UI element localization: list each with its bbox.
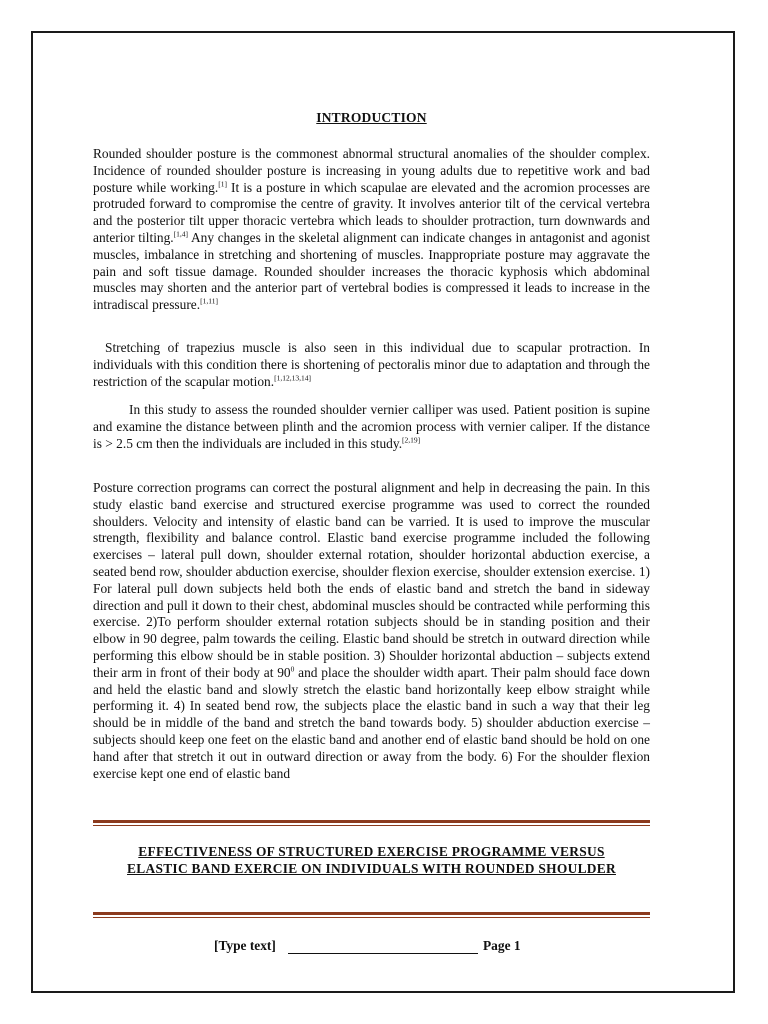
citation: [1,11] [200, 296, 218, 306]
paragraph-2: Stretching of trapezius muscle is also seen in this individual due to scapular protraction. In individuals with this condition there is shortening of pectoralis minor due to adaptation and through the restriction of the scapular motion.[1,12,13,14] [93, 340, 650, 389]
page-number: Page 1 [483, 938, 521, 953]
footer-underline [288, 953, 478, 954]
superscript-degree: 0 [290, 664, 295, 674]
rule-thin [93, 917, 650, 918]
rule-thick [93, 912, 650, 915]
citation: [1,12,13,14] [274, 373, 311, 383]
paragraph-3: In this study to assess the rounded shoulder vernier calliper was used. Patient position is supine and examine the distance between plinth and the acromion process with vernier caliper. If the distance is > 2.5 cm then the individuals are included in this study.[2,19] [93, 402, 650, 451]
citation: [2,19] [402, 435, 421, 445]
footer-title [93, 843, 650, 877]
footer-title-line-1: EFFECTIVENESS OF STRUCTURED EXERCISE PROGRAMME VERSUS [138, 844, 605, 859]
citation: [1,4] [173, 229, 189, 239]
paragraph-1: Rounded shoulder posture is the commonest abnormal structural anomalies of the shoulder complex. Incidence of rounded shoulder posture is increasing in young adults due to repetitive work and bad posture while working.[1] It is a posture in which scapulae are elevated and the acromion processes are protruded forward to compromise the centre of gravity. It involves anterior tilt of the cervical vertebra and the posterior tilt upper thoracic vertebra which leads to shoulder protraction, turn downwards and anterior tilting.[1,4] Any changes in the skeletal alignment can indicate changes in antagonist and agonist muscles, imbalance in stretching and shortening of muscles. Inappropriate posture may aggravate the pain and soft tissue damage. Rounded shoulder increases the thoracic kyphosis which abdominal muscles may shorten and the anterior part of vertebral bodies is compressed it leads to increase in the intradiscal pressure.[1,11] [93, 146, 651, 313]
rule-thin [93, 825, 650, 826]
rule-thick [93, 820, 650, 823]
footer-type-text[interactable]: [Type text] [214, 938, 276, 953]
footer-title-line-2: ELASTIC BAND EXERCIE ON INDIVIDUALS WITH ROUNDED SHOULDER [127, 861, 616, 876]
section-heading: INTRODUCTION [316, 110, 427, 125]
footer-rule-top [93, 820, 650, 826]
footer-rule-bottom [93, 912, 650, 918]
citation: [1] [218, 179, 227, 189]
paragraph-4: Posture correction programs can correct the postural alignment and help in decreasing the pain. In this study elastic band exercise and structured exercise programme was used to correct the rounded shoulders. Velocity and intensity of elastic band can be varried. It is used to improve the muscular strength, flexibility and balance control. Elastic band exercise programme included the following exercises – lateral pull down, shoulder external rotation, shoulder horizontal abduction exercise, a seated bend row, shoulder abduction exercise, shoulder flexion exercise, shoulder extension exercise. 1) For lateral pull down subjects held both the ends of elastic band and stretch the band in sideway direction and pull it down to their chest, abdominal muscles should be contracted while performing this exercise. 2)To perform shoulder external rotation subjects should be in standing position and their elbow in 90 degree, palm towards the ceiling. Elastic band should be stretch in outward direction while performing this elbow should be in stable position. 3) Shoulder horizontal abduction – subjects extend their arm in front of their body at $90^0$ and place the shoulder width apart. Their palm should face down and held the elastic band and slowly stretch the elastic band horizontally keep elbow straight while performing it. 4) In seated bend row, the subjects place the elastic band in such a way that their leg should be in middle of the band and stretch the band towards body. 5) shoulder abduction exercise – subjects should keep one feet on the elastic band and another end of elastic band should be hold on one hand after that stretch it out in outward direction or away from the body. 6) For the shoulder flexion exercise kept one end of elastic band [93, 480, 650, 781]
